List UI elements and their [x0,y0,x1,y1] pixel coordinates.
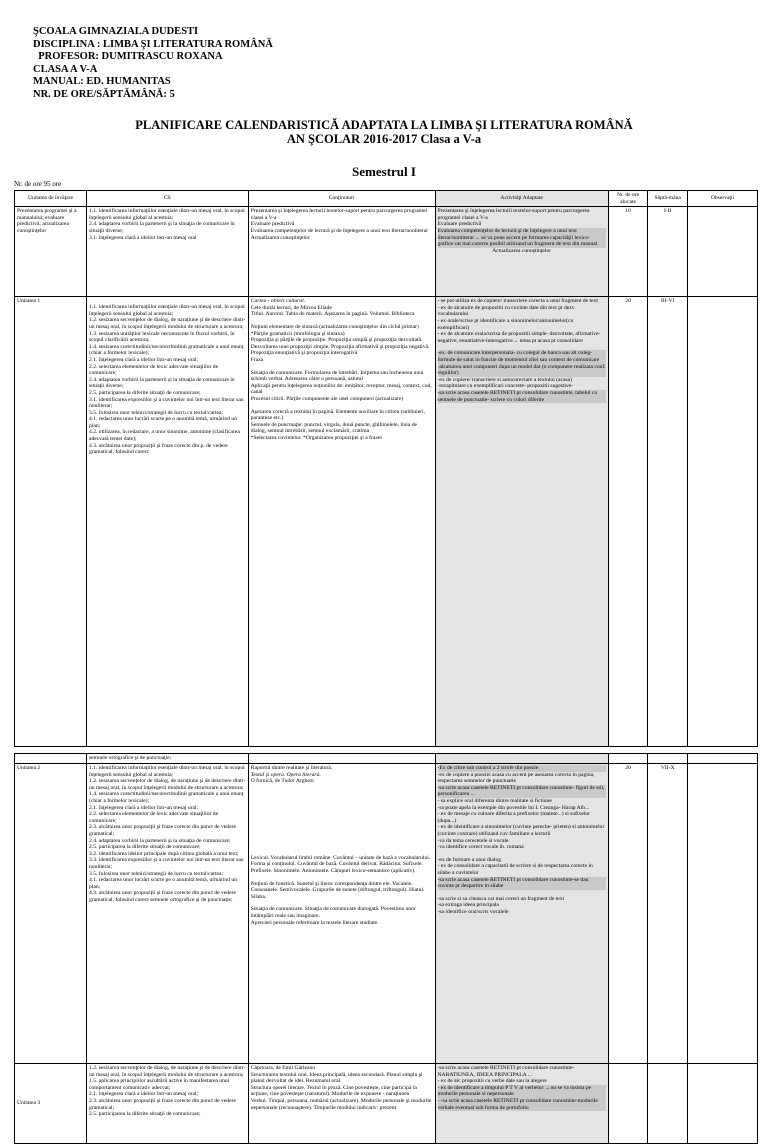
unit-cell: Unitatea 3 [15,1064,87,1144]
activity-item: - ex de alc propozitii cu verbe date sau la alegere [437,1078,547,1085]
content-item: Situaţia de comunicare. Situaţia de comunicare dialogată. Povestirea unor întâmplări reale sau imaginare. [250,906,416,919]
cs-cell [87,764,249,1064]
activities-cell [435,764,608,1064]
cs-item: 1.5. aplicarea principiilor ascultării active în manifestarea unui comportament comunicativ adecvat; [89,1078,230,1091]
table-row [15,754,758,764]
content-item: Structura operei literare. Textul în proză. Cine povesteşte, cine participă la acţiune, cine povesteşte (naratorul). Modurile de expunere - naraţiunea [250,1084,417,1098]
content-cell [248,297,435,747]
content-item: Aplicaţii pentru înţelegerea noţiunilor de: emiţător, receptor, mesaj, context, cod, canal [250,382,432,396]
planning-table-page-2 [14,753,758,1144]
cs-item: 2.1. înţelegerea clară a ideilor într-un mesaj oral; [89,356,199,363]
hours-note: Nr. de ore 95 ore [14,180,62,188]
cs-item: 3.2. identificarea ideilor principale după citirea globală a unui text; [89,850,239,857]
activity-item: Prezentarea şi înţelegerea lecturii textelor-suport pentru parcurgerea programei clasei a V-a [437,208,590,221]
activity-item: -sa scrie acasa casetele RETINETI pt consolidare cunostinte- figuri de stil, personificarea ... [437,784,605,798]
cs-item: 2.3. alcătuirea unor propoziţii şi fraze corecte din punct de vedere gramatical; [89,1097,236,1111]
activity-item: -alcatuirea unei compuneri dupa un model dat (o compunere realizata conf. regulilor) [437,363,606,377]
cs-item: 1.1. identificarea informaţiilor esenţiale dintr-un mesaj oral, în scopul înţelegerii sensului global al acestuia; [89,765,245,778]
content-cell [248,1064,435,1144]
cs-item: 4.1. redactarea unor lucrări scurte pe o anumită temă, urmărind un plan; [89,877,238,890]
activity-item: - ex de consolidare a capacitatii de scriere si de respectarea corecte in silabe a cuvintelor [437,863,593,876]
content-item: Fraza [250,356,264,363]
cs-item: 4.3. alcătuirea unor propoziţii şi fraze corecte din punct de vedere gramatical, folosind corect semnele ortografice şi de punctuaţie; [89,890,236,903]
activity-item: -sa extraga ideea principala [437,902,499,909]
weeks-cell: VII-X [648,764,688,1064]
hours-cell [608,754,648,764]
notes-cell [688,1064,758,1144]
content-item: *Selectarea cuvintelor. *Organizarea propoziţiei şi a frazei [250,434,382,441]
weeks-cell: I-II [648,207,688,297]
content-cell [248,207,435,297]
content-item: Evaluarea competenţelor de lectură şi de înţelegere a unui text literar/nonliterar [250,227,429,234]
activity-item: - sa explice oral diferenta dintre realitate si fictiune [437,797,552,804]
unit-cell [15,754,87,764]
activity-item: -ex de formare a unui dialog [437,856,502,863]
header-unit: Unitatea de învăţare [15,191,87,207]
activity-item: -va identifice corect vocale ib. romana [437,844,524,851]
content-item: Cartea - obiect cultural. [250,298,306,305]
activity-item: -ex. de comunicare interpersonala- cu colegul de banca sau alt coleg- formule de salut in functie de momentul zilei sau context de comunicare [438,350,606,363]
hours-cell: 10 [608,207,648,297]
content-item: Structurarea textului oral. Ideea principală, ideea secundară. Planul simplu şi planul dezvoltat de idei. Rezumatul oral. [250,1071,423,1085]
planning-table-page-1 [14,190,758,747]
notes-cell [688,764,758,1064]
cs-item: 2.2. selectarea elementelor de lexic adecvate situaţiilor de comunicare; [89,363,219,377]
title-line-1: PLANIFICARE CALENDARISTICĂ ADAPTATA LA LIMBA ŞI LITERATURA ROMÂNĂ [135,118,633,132]
notes-cell [688,754,758,764]
cs-item: 2.2. selectarea elementelor de lexic adecvate situaţiilor de comunicare; [89,811,219,824]
activity-item: - ex de mesaje cu culoare diferita a prefixelor (mainte...) si sufixelor (dupa...) [437,811,591,824]
header-line: CLASA A V-A [33,63,98,75]
cs-item: 2.4. adaptarea vorbirii la partenerii şi la situaţia de comunicare în situaţii diverse; [89,376,235,390]
content-cell [248,764,435,1064]
cs-item: 2.1. înţelegerea clară a ideilor într-un mesaj oral; [89,1091,199,1098]
activity-item: -sa poate apela la exemple din povestile lui I. Creanga- Harap Alb... [437,804,590,811]
cs-item: 4.2. utilizarea, în redactare, a unor sinonime, antonime (clasificarea adecvată temei date); [89,429,240,443]
content-item: Noţiuni elementare de sintaxă (actualizarea cunoştinţelor din ciclul primar) [250,323,419,330]
cs-item: 3.1. identificarea expresiilor şi a cuvintelor noi într-un text literar sau nonliterar; [89,396,244,410]
content-item: Prezentarea şi înţelegerea lecturii textelor-suport pentru parcurgerea programei clasei a V-a [250,208,428,221]
content-item: Procesul citirii. Părţile componente ale unei compuneri (actualizare) [250,395,404,402]
cs-item: 1.1. identificarea informaţiilor esenţiale dintr-un mesaj oral, în scopul înţelegerii sensului global al acestuia; [89,208,245,221]
table-row [15,764,758,1064]
cs-item: 2.3. alcătuirea unor propoziţii şi fraze corecte din punct de vedere gramatical; [89,824,236,837]
header-activities: Activităţi Adaptate [435,191,608,207]
hours-cell: 20 [608,297,648,747]
content-item: Propoziţia şi părţile de propoziţie. Propoziţia simplă şi propoziţia dezvoltată. Dezvoltarea unei propoziţii simple. Propoziţia afirmativă şi propoziţia negativă. Propoziţia enunţiativă şi propoziţia interogativă [250,337,430,357]
activity-item: -sa scrie acasa casetele RETINETI pt consolidare cunostinte, tabelul cu semnele de punctuatie- scriere cu culori diferite [438,390,606,403]
content-item: Noţiuni de fonetică. Sunetul şi litera: corespondenţa dintre ele. Vocalele. Consoanele. Semivocalele. Grupurile de sunete (diftongul, triftongul). Hiatul. Silaba. [250,880,425,900]
activity-item: Evaluare predictivă [437,221,482,228]
cs-cell [87,297,249,747]
table-header-row [15,191,758,207]
activity-item: - -sa scrie acasa casetele RETINETI pt consolidare cunostinte-modurile verbale eventual sub forma de portofoliu [438,1098,606,1111]
header-content: Conţinuturi [248,191,435,207]
cs-item: 3.1. înţelegerea clară a ideilor într-un mesaj oral [89,234,197,241]
activity-item: - ex orale/scrise pt identificare a sinonimelor/antonimelor(cu exemplificari) [437,317,574,331]
content-item: Aşezarea corectă a textului în pagină. Elemente auxiliare în citirea (sublinieri, paranteze etc.) [250,408,425,422]
table-row [15,297,758,747]
content-cell [248,754,435,764]
cs-item: 2.5. participarea la diferite situaţii de comunicare; [89,844,201,851]
activity-item: -sa scrie acasa casetele RETINETI pt consolidare cunostinte-NARATIUNEA, IDEEA PRINCIPALA ... [437,1065,575,1078]
cs-item: 4.3. alcătuirea unor propoziţii şi fraze corecte din p. de vedere gramatical, folosind corect [89,442,228,456]
activities-cell [435,754,608,764]
activity-item: -ex de copiere a poeziei acasa cu accent pe asezarea corecta in pagina, respectarea semnelor de punctuatie [437,771,595,785]
cs-cell [87,1064,249,1144]
header-line: PROFESOR: DUMITRASCU ROXANA [33,51,223,62]
content-item: Situaţia de comunicare. Formularea de întrebări. Iniţierea sau încheierea unui schimb verbal. Adresarea către o persoană, salutul [250,369,424,383]
semester-title: Semestrul I [352,164,416,179]
activity-item: -ex de copiere/ transcriere si autocorectare a textului (acasa) [437,376,572,383]
weeks-cell: III-VI [648,297,688,747]
hours-cell [608,1064,648,1144]
unit-cell: Unitatea 1 [15,297,87,747]
hours-cell: 20 [608,764,648,1064]
cs-item: 1.4. sesizarea corectitudinii/necorectitudinii gramaticale a unui enunţ (chiar a formelor lexicale); [89,343,244,357]
header-line: ŞCOALA GIMNAZIALA DUDESTI [33,26,199,37]
activities-cell [435,297,608,747]
header-hours: Nr. de ore alocate [608,191,648,207]
table-row [15,1064,758,1144]
activities-cell [435,207,608,297]
cs-item: 2.5. participarea la diferite situaţii de comunicare; [89,389,201,396]
cs-item: 2.1. înţelegerea clară a ideilor într-un mesaj oral; [89,804,199,811]
notes-cell [688,207,758,297]
activity-item: -Ex de citire sub control a 2 strofe din poezie [438,765,606,772]
cs-item: 3.3. identificarea expresiilor şi a cuvintelor noi într-un text literar sau nonliterar; [89,857,244,870]
activity-item: -sa identifice oral/scris vocalele [437,908,509,915]
content-item: Titlul. Autorul. Tabla de materii. Aşezarea în pagină. Volumul. Biblioteca [250,311,415,318]
content-item: Raportul dintre realitate şi literatură. [250,765,333,771]
activity-item: - ex de identificare a sinonimelor (cuvinte pereche- prieten) si antonimelor (cuvinte contrare) utilizand cuv familiare a lecturii [437,824,605,837]
content-item: Lexicul. Vocabularul limbii române. Cuvântul – unitate de bază a vocabularului. Forma şi conţinutul. Cuvântul de bază. Cuvântul derivat. Rădăcina. Sufixele. Prefixele. Sinonimele. Antonimele. Câmpuri lexico-semantice (aplicativ). [250,854,431,874]
content-item: Verbul. Timpul, persoana, numărul (actualizare). Modurile personale şi modurile nepersonale (recunoaştere). Timpurile modului indicativ: prezent [250,1097,432,1111]
cs-item: 3.5. folosirea unor tehnici/strategii de lucru cu textul/cartea; [89,870,224,877]
content-item: Textul şi opera. Opera literară. [250,771,321,778]
title-line-2: AN ŞCOLAR 2016-2017 Clasa a V-a [286,132,482,146]
cs-item: 2.4. adaptarea vorbirii la partenerii şi la situaţia de comunicare în situaţii diverse; [89,221,235,234]
school-header [33,26,273,101]
activity-item: Actualizarea cunoştinţelor [492,247,552,254]
table-row [15,207,758,297]
header-cs: CS [87,191,249,207]
cs-item: 1.3. sesizarea unităţilor lexicale necunoscute în fluxul vorbirii, în scopul clarificării acestora; [89,330,235,344]
cs-item: 4.1. redactarea unor lucrări scurte pe o anumită temă, urmărind un plan; [89,416,238,429]
document-title [0,118,768,146]
cs-item: 1.1. identificarea informaţiilor esenţiale dintr-un mesaj oral, în scopul înţelegerii sensului global al acestuia; [89,304,245,317]
header-line: DISCIPLINA : LIMBA ŞI LITERATURA ROMÂNĂ [33,38,273,50]
header-line: MANUAL: ED. HUMANITAS [33,76,171,87]
cs-cell: semnele ortografice şi de punctuaţie; [87,754,249,764]
activity-item: - ex de identificare a timpului P T V al verbelor →nu se va insista pe modurile personale si nepersonale [438,1085,606,1098]
cs-item: 2.4. adaptarea vorbirii la partenerii şi la situaţia de comunicare; [89,837,231,844]
activity-item: -sa scrie acasa casetele RETINETI pt consolidare cunostinte-se dau cuvinte pt despartire in silabe [438,877,606,890]
content-item: Aprecieri personale referitoare la textele literare studiate. [250,919,379,926]
content-item: Actualizarea cunoştinţelor [250,234,310,241]
content-item: Evaluare predictivă [250,221,295,228]
cs-item: 1.2. sesizarea secvenţelor de dialog, de naraţiune şi de descriere dintr-un mesaj oral, în scopul înţelegerii modului de structurare a acestora; [89,1065,246,1078]
weeks-cell [648,1064,688,1144]
activity-item: Evaluarea competenţelor de lectură şi de înţelegere a unui text literar/nonliterar→ se va pune accent pe formarea capacităţii lexico- grafice cat mai corecte posibil utilizand un fragment de text din manual [438,228,606,248]
cs-cell [87,207,249,297]
header-line: NR. DE ORE/SĂPTĂMÂNĂ: 5 [33,88,175,100]
unit-cell: Unitatea 2 [15,764,87,1064]
unit-cell: Prezentarea programei şi a manualului; evaluare predictivă; actualizarea cunoştinţelor [15,207,87,297]
cs-item: 1.2. sesizarea secvenţelor de dialog, de naraţiune şi de descriere dintr-un mesaj oral, în scopul înţelegerii modului de structurare a acestora; [89,317,246,330]
content-item: Semnele de punctuaţie: punctul, virgula, două puncte, ghilimelele, linia de dialog, semnul întrebării, semnul exclamării, cratima [250,421,417,435]
cs-item: 1.4. sesizarea corectitudinii/necorectitudinii gramaticale a unui enunţ (chiar a formelor lexicale); [89,791,244,804]
content-item: O furnică, de Tudor Arghezi [250,778,314,785]
activity-item: - se pot utiliza ex de copiere/ transcriere corecta a unui fragment de text [437,298,598,305]
weeks-cell [648,754,688,764]
activity-item: -recapitulare cu exemplificari concrete- propozitii sugestive- [437,383,574,390]
content-item: Căprioara, de Emil Gârleanu [250,1065,316,1071]
content-item: *Părţile gramaticii (morfologia şi sintaxa) [250,330,345,337]
activity-item: - ex de alcatuire de propozitii cu cuvinte date din text pt dezv vocabularului [437,304,575,318]
activities-cell [435,1064,608,1144]
cs-item: 1.2. sesizarea secvenţelor de dialog, de naraţiune şi de descriere dintr-un mesaj oral, în scopul înţelegerii modului de structurare a acestora; [89,778,246,791]
activity-item: -va da tema cerecetele si vocale [437,837,509,844]
activity-item: - ex de alcatuire orala/scrisa de propozitii simple- dezvoltate, afirmative- negative, enuntiative-interogative→ tema pt acasa pt consolidare [437,331,601,344]
content-item: Cele dintâi lecturi, de Mircea Eliade [250,304,332,311]
header-notes: Observaţii [688,191,758,207]
activity-item: -sa scrie si sa citeasca cat mai corect un fragment de text [437,895,565,902]
cs-item: 3.5. folosirea unor tehnici/strategii de lucru cu textul/cartea; [89,409,224,416]
notes-cell [688,297,758,747]
cs-item: 2.5. participarea la diferite situaţii de comunicare; [89,1111,201,1118]
header-weeks: Săptă-mâna [648,191,688,207]
